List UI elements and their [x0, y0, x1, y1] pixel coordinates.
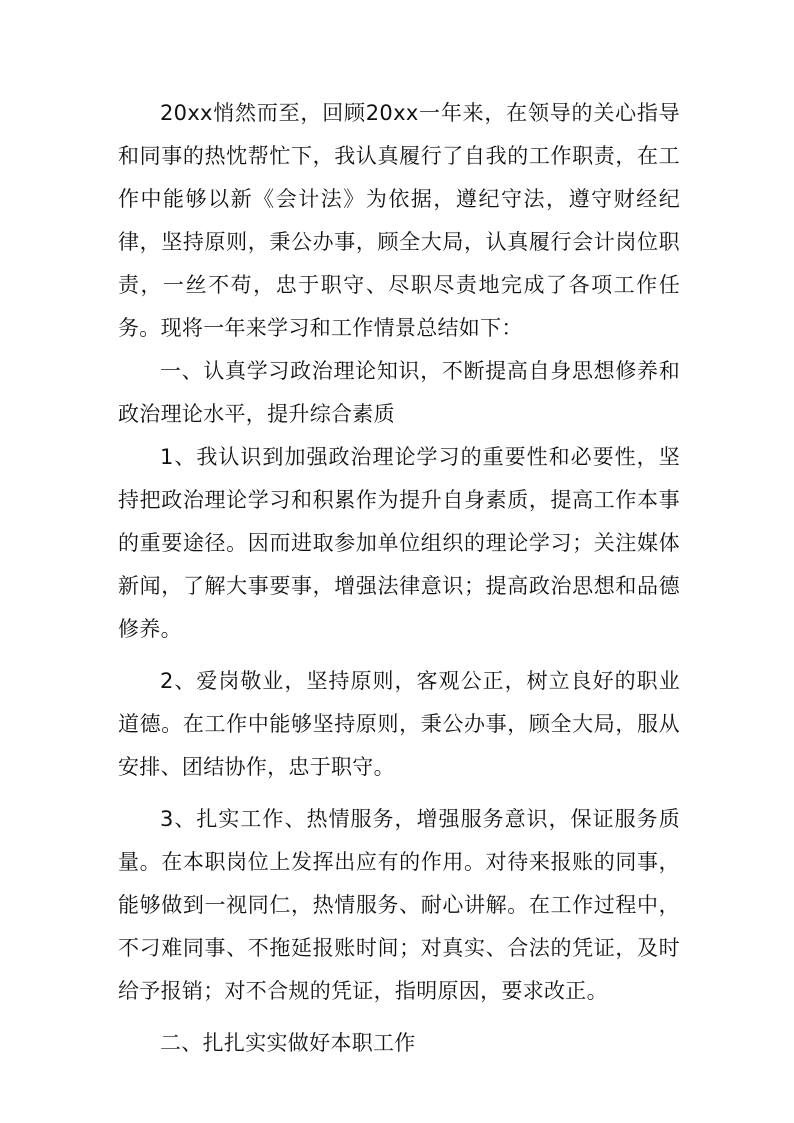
section-heading-one: 一、认真学习政治理论知识，不断提高自身思想修养和政治理论水平，提升综合素质 [118, 359, 680, 426]
list-item-paragraph: 3、扎实工作、热情服务，增强服务意识，保证服务质量。在本职岗位上发挥出应有的作用。对待来报账的同事，能够做到一视同仁，热情服务、耐心讲解。在工作过程中，不刁难同事、不拖延报账时间；对真实、合法的凭证，及时给予报销；对不合规的凭证，指明原因，要求改正。 [118, 807, 680, 1003]
list-item-paragraph: 1、我认识到加强政治理论学习的重要性和必要性，坚持把政治理论学习和积累作为提升自身素质，提高工作本事的重要途径。因而进取参加单位组织的理论学习；关注媒体新闻，了解大事要事，增强法律意识；提高政治思想和品德修养。 [118, 445, 680, 641]
intro-paragraph: 20xx悄然而至，回顾20xx一年来，在领导的关心指导和同事的热忱帮忙下，我认真履行了自我的工作职责，在工作中能够以新《会计法》为依据，遵纪守法，遵守财经纪律，坚持原则，秉公办事，顾全大局，认真履行会计岗位职责，一丝不苟，忠于职守、尽职尽责地完成了各项工作任务。现将一年来学习和工作情景总结如下： [118, 101, 680, 340]
document-body [118, 92, 680, 1065]
section-heading-two: 二、扎扎实实做好本职工作 [160, 1031, 416, 1055]
list-item-paragraph: 2、爱岗敬业，坚持原则，客观公正，树立良好的职业道德。在工作中能够坚持原则，秉公办事，顾全大局，服从安排、团结协作，忠于职守。 [118, 669, 680, 779]
